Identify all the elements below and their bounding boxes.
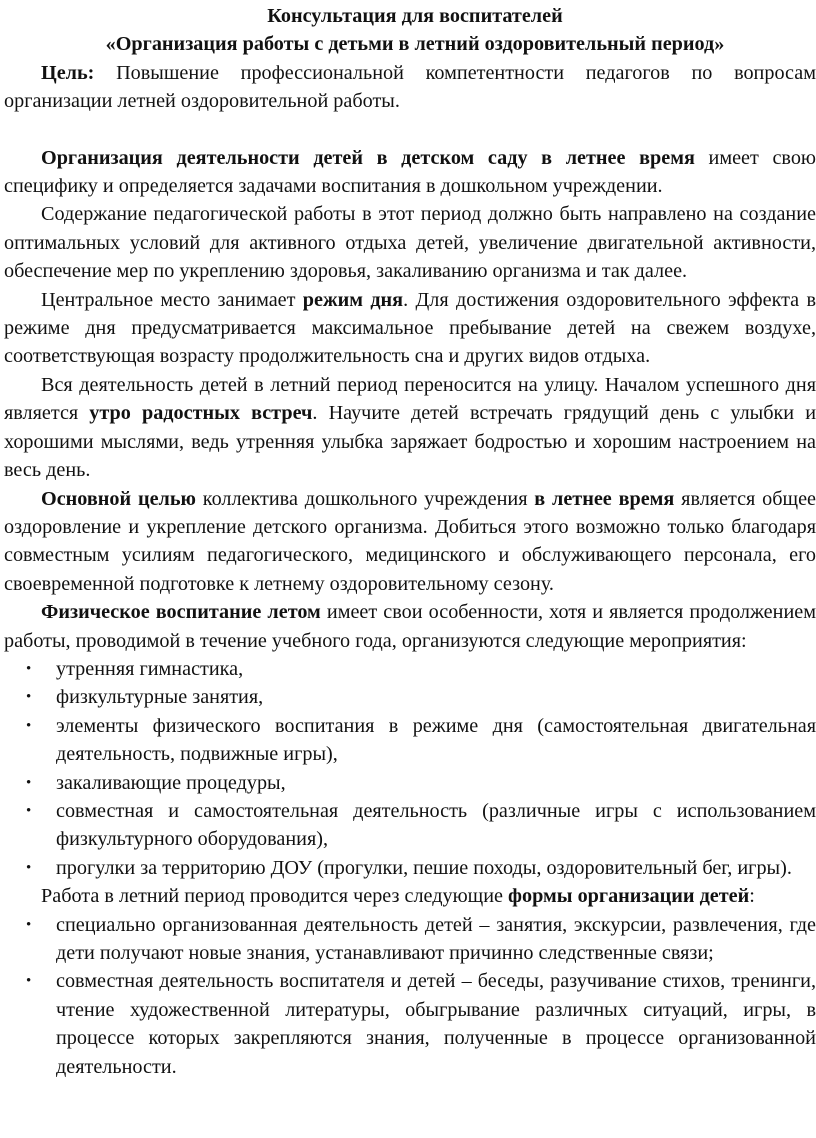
bullet-icon: • bbox=[26, 689, 32, 706]
p5-after: является общее оздоровление и укрепление детского организма. Добиться этого возможно только благодаря совместным усилиям педагогического, медицинского и обслуживающего персонала, его своевременной подготовке к летнему оздоровительному сезону. bbox=[4, 487, 816, 595]
bullet-icon: • bbox=[26, 774, 32, 791]
list-item bbox=[4, 712, 816, 769]
goal-paragraph bbox=[4, 59, 816, 116]
activities-list bbox=[4, 655, 816, 882]
list-item bbox=[4, 655, 816, 683]
doc-title: Консультация для воспитателей bbox=[267, 5, 563, 27]
bullet-icon: • bbox=[26, 859, 32, 876]
spacer bbox=[4, 116, 816, 144]
list-item-text: физкультурные занятия, bbox=[56, 686, 264, 709]
list-item bbox=[4, 967, 816, 1081]
list-item-text: специально организованная деятельность детей – занятия, экскурсии, развлечения, где дети получают новые знания, устанавливают причинно следственные связи; bbox=[56, 913, 816, 964]
p1-text: имеет свою специфику и определяется задачами воспитания в дошкольном учреждении. bbox=[4, 146, 816, 198]
list-item-text: прогулки за территорию ДОУ (прогулки, пешие походы, оздоровительный бег, игры). bbox=[56, 856, 792, 879]
p1-bold: Организация деятельности детей в детском саду в летнее время bbox=[41, 146, 695, 169]
bullet-icon: • bbox=[26, 973, 32, 990]
p7-after: : bbox=[749, 885, 755, 908]
p3-bold: режим дня bbox=[302, 288, 404, 311]
list-item-text: совместная и самостоятельная деятельность (различные игры с использованием физкультурного оборудования), bbox=[56, 799, 816, 851]
p6-after: имеет свои особенности, хотя и является продолжением работы, проводимой в течение учебного года, организуются следующие мероприятия: bbox=[4, 601, 816, 652]
list-item bbox=[4, 854, 816, 882]
paragraph-7 bbox=[4, 882, 816, 910]
forms-list bbox=[4, 911, 816, 1081]
goal-text: Повышение профессиональной компетентности педагогов по вопросам организации летней оздоровительной работы. bbox=[4, 61, 816, 113]
bullet-icon: • bbox=[26, 717, 32, 734]
document-page bbox=[0, 2, 816, 1138]
p5-bold-1: Основной целью bbox=[41, 487, 196, 510]
p5-mid: коллектива дошкольного учреждения bbox=[195, 487, 535, 510]
list-item-text: закаливающие процедуры, bbox=[56, 771, 286, 794]
paragraph-5 bbox=[4, 485, 816, 599]
bullet-icon: • bbox=[26, 916, 32, 933]
paragraph-1 bbox=[4, 144, 816, 201]
goal-label: Цель: bbox=[41, 61, 95, 84]
list-item-text: утренняя гимнастика, bbox=[56, 657, 244, 680]
p4-bold: утро радостных встреч bbox=[89, 402, 313, 425]
p7-bold: формы организации детей bbox=[508, 885, 750, 908]
list-item bbox=[4, 683, 816, 711]
paragraph-2: Содержание педагогической работы в этот период должно быть направлено на создание оптимальных условий для активного отдыха детей, увеличение двигательной активности, обеспечение мер по укреплению здоровья, закаливанию организма и так далее. bbox=[4, 203, 816, 283]
list-item-text: элементы физического воспитания в режиме дня (самостоятельная двигательная деятельность, подвижные игры), bbox=[56, 714, 816, 766]
list-item bbox=[4, 911, 816, 968]
paragraph-4 bbox=[4, 371, 816, 485]
p3-before: Центральное место занимает bbox=[41, 288, 303, 311]
p6-bold: Физическое воспитание летом bbox=[41, 601, 321, 624]
p3-after: . Для достижения оздоровительного эффекта в режиме дня предусматривается максимальное пребывание детей на свежем воздухе, соответствующая возрасту продолжительность сна и других видов отдыха. bbox=[4, 288, 816, 368]
list-item-text: совместная деятельность воспитателя и детей – беседы, разучивание стихов, тренинги, чтение художественной литературы, обыгрывание различных ситуаций, игры, в процессе которых закрепляются знания, полученные в процессе организованной деятельности. bbox=[56, 970, 816, 1078]
paragraph-3 bbox=[4, 286, 816, 371]
p7-before: Работа в летний период проводится через следующие bbox=[41, 885, 509, 908]
list-item bbox=[4, 769, 816, 797]
bullet-icon: • bbox=[26, 802, 32, 819]
p4-before: Вся деятельность детей в летний период переносится на улицу. Началом успешного дня является bbox=[4, 373, 816, 425]
bullet-icon: • bbox=[26, 660, 32, 677]
list-item bbox=[4, 797, 816, 854]
p4-after: . Научите детей встречать грядущий день с улыбки и хорошими мыслями, ведь утренняя улыбка заряжает бодростью и хорошим настроением на весь день. bbox=[4, 402, 816, 482]
doc-subtitle: «Организация работы с детьми в летний оздоровительный период» bbox=[105, 33, 725, 56]
paragraph-6 bbox=[4, 598, 816, 655]
p5-bold-2: в летнее время bbox=[534, 487, 675, 510]
